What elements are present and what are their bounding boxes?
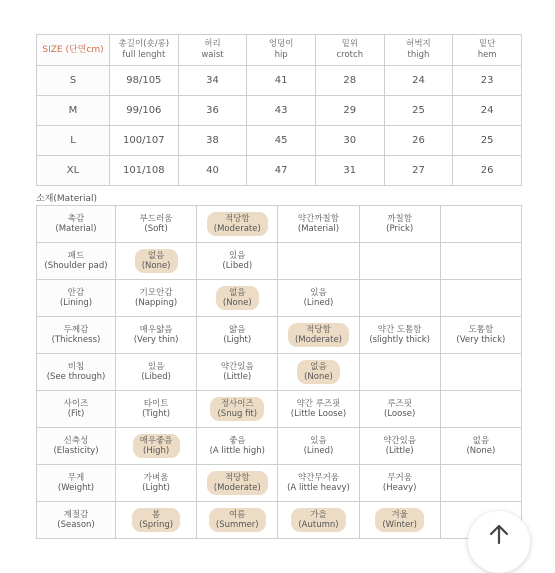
option-ko: 있음 (310, 436, 327, 446)
size-table (36, 34, 522, 186)
material-option-cell (116, 391, 197, 428)
material-option-cell (440, 465, 521, 502)
material-option-cell (359, 317, 440, 354)
size-value-cell: 101/108 (110, 156, 179, 186)
option-en: (Winter) (382, 520, 417, 530)
option-en: (Moderate) (213, 483, 261, 493)
size-label-cell: M (37, 96, 110, 126)
option-text (383, 436, 416, 456)
size-row (37, 96, 522, 126)
selected-option-pill (209, 508, 266, 532)
option-en: (Prick) (386, 224, 414, 234)
material-row (37, 317, 522, 354)
option-ko: 겨울 (391, 510, 408, 520)
header-en: full lenght (122, 50, 166, 60)
material-row (37, 465, 522, 502)
option-ko: 약간있음 (220, 362, 254, 372)
option-ko: 약간있음 (383, 436, 417, 446)
option-en: (Tight) (142, 409, 171, 419)
size-value-cell: 98/105 (110, 66, 179, 96)
category-ko: 두께감 (63, 325, 89, 335)
option-ko: 매우얇음 (139, 325, 173, 335)
material-option-cell (278, 391, 359, 428)
material-section-label: 소재(Material) (36, 194, 97, 204)
size-value-cell: 31 (315, 156, 384, 186)
material-option-cell (197, 317, 278, 354)
size-value-cell: 26 (453, 156, 522, 186)
material-option-cell (197, 354, 278, 391)
option-en: (None) (141, 261, 171, 271)
size-row (37, 66, 522, 96)
material-option-cell (116, 317, 197, 354)
material-option-cell (116, 465, 197, 502)
material-option-cell (278, 502, 359, 539)
size-value-cell: 36 (178, 96, 247, 126)
option-ko: 무거움 (387, 473, 412, 483)
material-option-cell (197, 243, 278, 280)
material-option-cell (440, 317, 521, 354)
option-en: (Libed) (222, 261, 253, 271)
material-option-cell (116, 206, 197, 243)
selected-option-pill (297, 360, 340, 384)
option-text (142, 473, 170, 493)
option-text (134, 325, 179, 345)
selected-option-pill (210, 397, 264, 421)
option-en: (Spring) (139, 520, 174, 530)
option-text (135, 288, 177, 308)
option-ko: 기모안감 (139, 288, 173, 298)
material-option-cell (440, 280, 521, 317)
size-value-cell: 27 (384, 156, 453, 186)
material-option-cell (440, 206, 521, 243)
material-option-cell (359, 243, 440, 280)
material-option-cell (278, 465, 359, 502)
category-en: (See through) (46, 372, 106, 382)
option-ko: 좋음 (229, 436, 246, 446)
material-option-cell (116, 428, 197, 465)
option-en: (Little) (223, 372, 252, 382)
option-text (369, 325, 430, 345)
option-en: (Moderate) (294, 335, 342, 345)
option-text (291, 399, 346, 419)
category-ko: 촉감 (67, 214, 85, 224)
option-en: (Little) (385, 446, 414, 456)
option-ko: 적당함 (224, 214, 250, 224)
option-en: (Loose) (384, 409, 416, 419)
material-option-cell (197, 428, 278, 465)
material-option-cell (359, 502, 440, 539)
header-ko: SIZE (단면cm) (42, 44, 104, 55)
option-text (383, 473, 417, 493)
option-en: (High) (143, 446, 170, 456)
option-ko: 가을 (310, 510, 327, 520)
option-text (140, 214, 173, 234)
option-en: (Very thick) (456, 335, 506, 345)
material-option-cell (440, 391, 521, 428)
material-option-cell (359, 391, 440, 428)
size-value-cell: 26 (384, 126, 453, 156)
category-ko: 무게 (67, 473, 85, 483)
option-text (221, 362, 254, 382)
option-text (386, 214, 413, 234)
category-ko: 계절감 (63, 510, 89, 520)
option-en: (Little Loose) (290, 409, 347, 419)
size-value-cell: 45 (247, 126, 316, 156)
material-row (37, 502, 522, 539)
material-row (37, 206, 522, 243)
option-ko: 부드러움 (139, 214, 173, 224)
material-table (36, 205, 522, 539)
category-ko: 신축성 (63, 436, 89, 446)
material-option-cell (359, 465, 440, 502)
material-option-cell (116, 243, 197, 280)
category-ko: 사이즈 (63, 399, 89, 409)
option-en: (Snug fit) (217, 409, 258, 419)
material-category-cell (37, 391, 116, 428)
selected-option-pill (207, 212, 268, 236)
option-text (287, 473, 350, 493)
size-value-cell: 100/107 (110, 126, 179, 156)
size-value-cell: 24 (384, 66, 453, 96)
selected-option-pill (288, 323, 349, 347)
option-ko: 가벼움 (143, 473, 169, 483)
size-label-cell: S (37, 66, 110, 96)
option-en: (Moderate) (213, 224, 261, 234)
option-en: (Napping) (135, 298, 178, 308)
option-ko: 있음 (310, 288, 327, 298)
option-text (466, 436, 495, 456)
material-row (37, 354, 522, 391)
selected-option-pill (207, 471, 268, 495)
size-value-cell: 25 (453, 126, 522, 156)
option-en: (Heavy) (382, 483, 417, 493)
material-category-cell (37, 243, 116, 280)
material-category-cell (37, 502, 116, 539)
size-value-cell: 28 (315, 66, 384, 96)
option-ko: 봄 (151, 510, 161, 520)
material-category-cell (37, 280, 116, 317)
size-value-cell: 30 (315, 126, 384, 156)
category-en: (Elasticity) (53, 446, 99, 456)
header-en: thigh (407, 50, 430, 60)
category-en: (Fit) (67, 409, 85, 419)
material-option-cell (197, 206, 278, 243)
option-en: (Lined) (303, 298, 334, 308)
option-en: (Soft) (144, 224, 168, 234)
material-option-cell (359, 428, 440, 465)
selected-option-pill (375, 508, 424, 532)
option-text (384, 399, 415, 419)
material-option-cell (440, 354, 521, 391)
option-ko: 없음 (229, 288, 246, 298)
material-category-cell (37, 354, 116, 391)
material-option-cell (278, 280, 359, 317)
option-en: (None) (222, 298, 252, 308)
option-en: (slightly thick) (369, 335, 430, 345)
option-ko: 있음 (147, 362, 165, 372)
material-option-cell (116, 502, 197, 539)
size-value-cell: 29 (315, 96, 384, 126)
size-header-cell (247, 35, 316, 66)
material-option-cell (359, 354, 440, 391)
header-ko: 허리 (204, 39, 221, 49)
option-ko: 적당함 (306, 325, 331, 335)
option-ko: 있음 (229, 251, 246, 261)
size-header-cell (453, 35, 522, 66)
option-en: (Libed) (141, 372, 171, 382)
option-en: (Light) (142, 483, 171, 493)
option-ko: 약간 루즈핏 (296, 399, 341, 409)
size-header-cell (178, 35, 247, 66)
category-en: (Shoulder pad) (44, 261, 108, 271)
material-option-cell (197, 280, 278, 317)
option-text (304, 288, 334, 308)
option-en: (Lined) (303, 446, 334, 456)
category-ko: 패드 (67, 251, 85, 261)
size-value-cell: 25 (384, 96, 453, 126)
size-value-cell: 40 (178, 156, 247, 186)
option-text (222, 251, 252, 271)
size-value-cell: 99/106 (110, 96, 179, 126)
header-en: hip (274, 50, 288, 60)
material-category-cell (37, 465, 116, 502)
option-ko: 여름 (229, 510, 246, 520)
size-row (37, 156, 522, 186)
material-option-cell (278, 243, 359, 280)
header-ko: 허벅지 (406, 39, 431, 49)
option-en: (A little high) (209, 446, 265, 456)
selected-option-pill (216, 286, 259, 310)
material-option-cell (440, 428, 521, 465)
header-ko: 밑위 (341, 39, 359, 49)
material-row (37, 428, 522, 465)
option-en: (Very thin) (133, 335, 179, 345)
material-row (37, 280, 522, 317)
option-ko: 까칠함 (387, 214, 412, 224)
option-ko: 없음 (310, 362, 327, 372)
material-category-cell (37, 428, 116, 465)
option-text (141, 362, 171, 382)
option-ko: 적당함 (224, 473, 250, 483)
material-option-cell (359, 280, 440, 317)
category-en: (Weight) (57, 483, 95, 493)
size-value-cell: 41 (247, 66, 316, 96)
scroll-to-top-button[interactable] (468, 511, 530, 573)
size-label-cell: XL (37, 156, 110, 186)
option-ko: 도톰함 (468, 325, 494, 335)
material-option-cell (116, 354, 197, 391)
size-header-cell (110, 35, 179, 66)
option-en: (None) (466, 446, 496, 456)
option-text (298, 214, 339, 234)
size-row (37, 126, 522, 156)
option-en: (None) (304, 372, 333, 382)
option-en: (Autumn) (298, 520, 339, 530)
size-value-cell: 38 (178, 126, 247, 156)
selected-option-pill (133, 434, 180, 458)
size-value-cell: 47 (247, 156, 316, 186)
category-ko: 안감 (67, 288, 85, 298)
material-option-cell (278, 428, 359, 465)
header-en: hem (477, 50, 497, 60)
arrow-up-icon (488, 523, 510, 545)
option-ko: 약간 도톰함 (377, 325, 422, 335)
option-en: (A little heavy) (287, 483, 350, 493)
option-ko: 매우좋음 (139, 436, 173, 446)
size-header-cell (315, 35, 384, 66)
option-text (223, 325, 251, 345)
option-en: (Light) (223, 335, 252, 345)
selected-option-pill (132, 508, 180, 532)
size-value-cell: 43 (247, 96, 316, 126)
size-value-cell: 23 (453, 66, 522, 96)
option-text (142, 399, 170, 419)
option-ko: 타이트 (143, 399, 169, 409)
option-ko: 정사이즈 (220, 399, 254, 409)
option-text (456, 325, 505, 345)
option-ko: 얇음 (229, 325, 246, 335)
option-text (210, 436, 265, 456)
material-option-cell (116, 280, 197, 317)
size-value-cell: 24 (453, 96, 522, 126)
material-row (37, 243, 522, 280)
material-category-cell (37, 206, 116, 243)
material-option-cell (197, 391, 278, 428)
size-label-cell: L (37, 126, 110, 156)
category-en: (Lining) (59, 298, 93, 308)
header-ko: 밑단 (478, 39, 496, 49)
selected-option-pill (135, 249, 178, 273)
header-ko: 총길이(숏/롱) (118, 39, 170, 49)
material-option-cell (278, 354, 359, 391)
category-en: (Thickness) (51, 335, 101, 345)
material-row (37, 391, 522, 428)
size-header-cell (37, 35, 110, 66)
material-option-cell (197, 465, 278, 502)
material-option-cell (197, 502, 278, 539)
size-value-cell: 34 (178, 66, 247, 96)
material-option-cell (359, 206, 440, 243)
material-option-cell (278, 206, 359, 243)
option-text (304, 436, 334, 456)
category-en: (Material) (55, 224, 97, 234)
option-ko: 약간무거움 (297, 473, 339, 483)
header-ko: 엉덩이 (268, 39, 294, 49)
option-ko: 없음 (147, 251, 165, 261)
option-ko: 루즈핏 (387, 399, 412, 409)
option-en: (Summer) (215, 520, 259, 530)
material-option-cell (440, 243, 521, 280)
header-en: waist (201, 50, 224, 60)
header-en: crotch (336, 50, 364, 60)
material-category-cell (37, 317, 116, 354)
option-en: (Material) (297, 224, 340, 234)
option-ko: 약간까칠함 (297, 214, 339, 224)
size-table-header (37, 35, 522, 66)
category-en: (Season) (57, 520, 95, 530)
option-ko: 없음 (472, 436, 490, 446)
size-header-cell (384, 35, 453, 66)
category-ko: 비침 (67, 362, 85, 372)
selected-option-pill (291, 508, 345, 532)
material-option-cell (278, 317, 359, 354)
